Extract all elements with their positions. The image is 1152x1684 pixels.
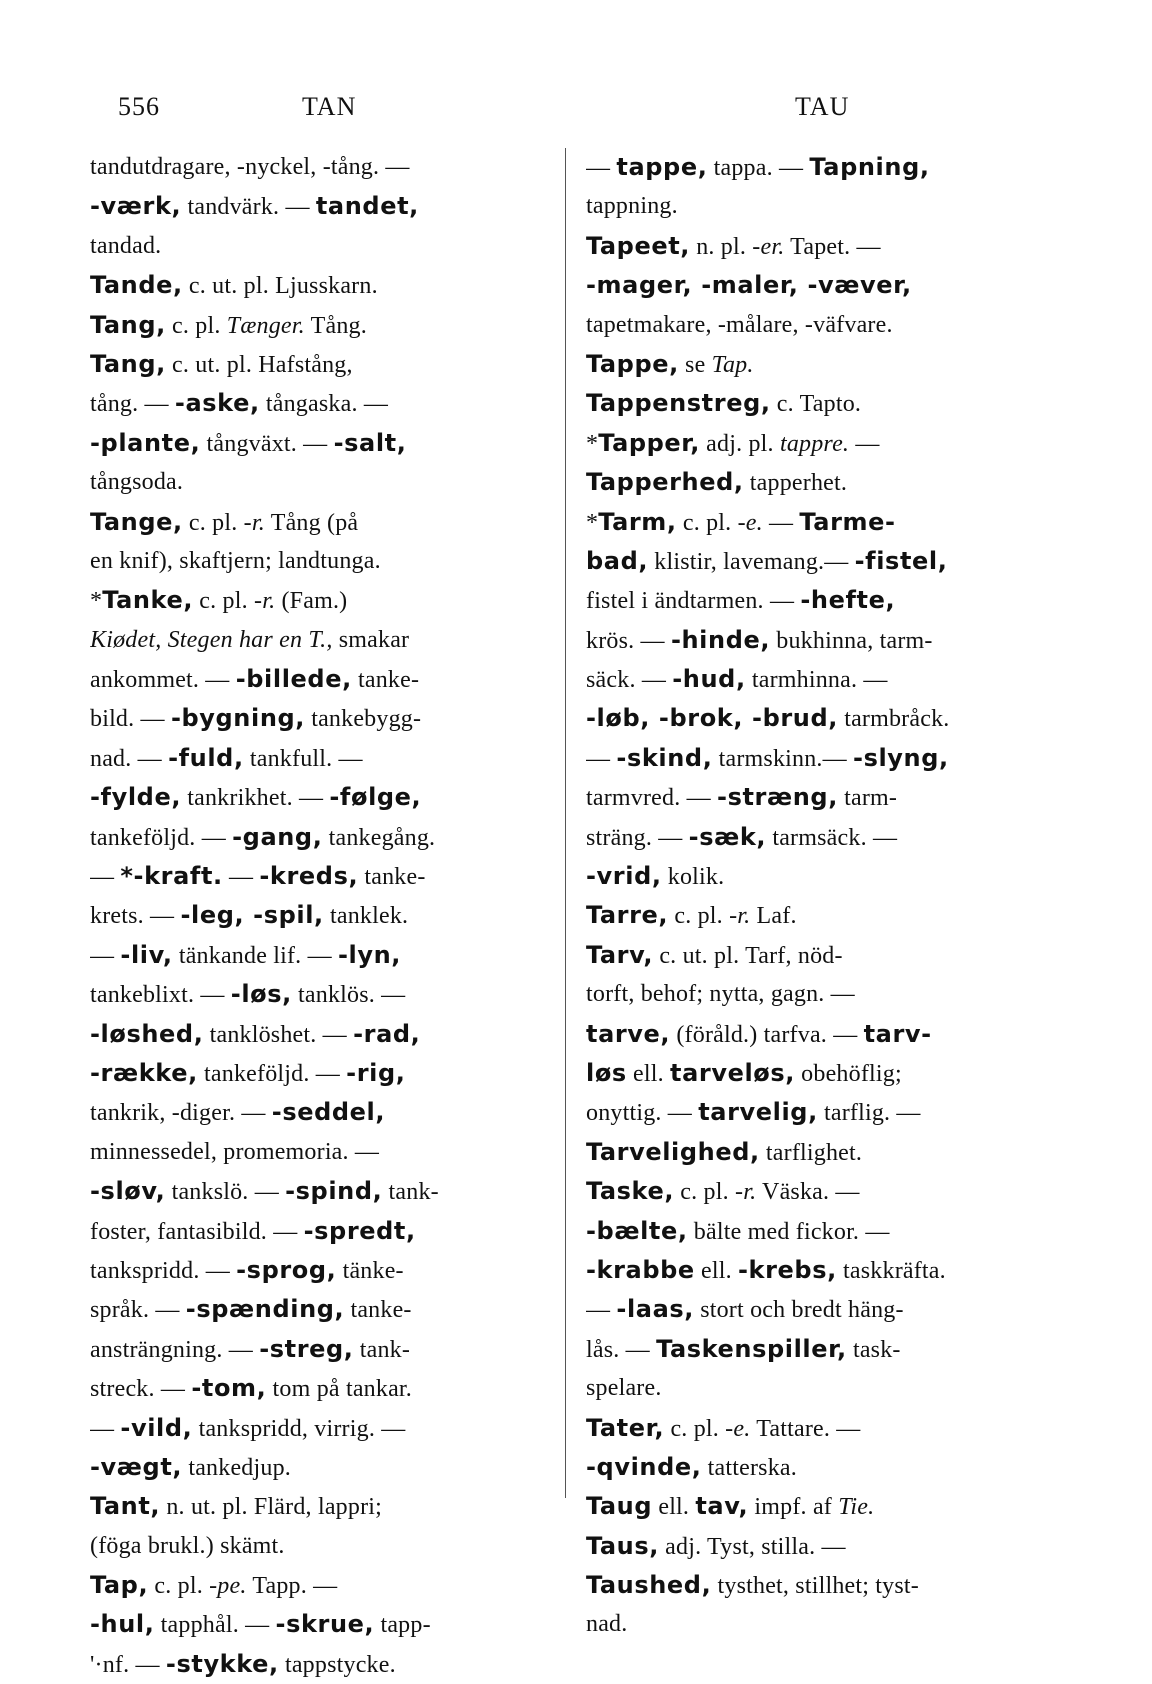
headword: -gang, [232, 822, 323, 851]
dictionary-line [586, 581, 1066, 620]
headword: -leg, -spil, [180, 901, 324, 930]
italic-text: Tænger. [226, 312, 305, 339]
dictionary-line [90, 1054, 550, 1093]
headword: -krebs, [738, 1255, 837, 1284]
dictionary-line [90, 1645, 550, 1684]
entry-text: tandutdragare, -nyckel, -tång. — [90, 154, 410, 180]
entry-text: tapp- [374, 1612, 431, 1639]
headword: -fylde, [90, 783, 182, 812]
entry-text: tatterska. [701, 1454, 797, 1481]
italic-text: -e. [737, 509, 763, 536]
dictionary-line [90, 621, 550, 660]
entry-text: tysthet, stillhet; tyst- [711, 1573, 919, 1600]
headword: -sæk, [688, 822, 767, 851]
right-column [586, 148, 1066, 1645]
entry-text: (föråld.) tarfva. — [670, 1021, 864, 1048]
headword: -skrue, [275, 1610, 375, 1639]
entry-text: obehöflig; [794, 1060, 902, 1087]
right-guide-word: TAU [795, 92, 850, 121]
headword: -tom, [191, 1374, 267, 1403]
headword: tarvelig, [698, 1098, 818, 1127]
dictionary-line [586, 542, 1066, 581]
dictionary-line [586, 975, 1066, 1014]
dictionary-line [586, 227, 1066, 266]
headword: Taug [586, 1492, 653, 1521]
dictionary-line [90, 1487, 550, 1526]
entry-text: tandad. [90, 232, 162, 259]
headword: -skind, [616, 743, 713, 772]
entry-text: tarflig. — [817, 1100, 921, 1127]
entry-text: c. pl. [165, 312, 227, 339]
headword: tappe, [616, 153, 708, 181]
dictionary-line [586, 384, 1066, 423]
dictionary-line [586, 1133, 1066, 1172]
dictionary-line [586, 896, 1066, 935]
headword: -slyng, [853, 743, 949, 772]
column-divider [565, 148, 566, 1498]
entry-text: * [586, 430, 599, 457]
dictionary-line [90, 1133, 550, 1172]
headword: Tarv, [586, 940, 654, 969]
dictionary-line [90, 739, 550, 778]
entry-text: tanke- [358, 864, 426, 891]
headword: Tappenstreg, [586, 389, 771, 418]
entry-text: c. pl. [193, 588, 254, 615]
entry-text: tom på tankar. [266, 1376, 412, 1403]
entry-text: ell. [652, 1494, 696, 1521]
italic-text: -e. [725, 1415, 751, 1442]
headword: -kreds, [259, 862, 359, 891]
headword: tandet, [315, 192, 419, 221]
entry-text: tankegång. [322, 824, 436, 851]
entry-text: tanklek. [323, 903, 409, 930]
entry-text: bälte med fickor. — [687, 1218, 890, 1245]
dictionary-line [586, 699, 1066, 738]
entry-text: tarflighet. [759, 1139, 863, 1166]
entry-text: tanklöshet. — [203, 1021, 354, 1048]
entry-text: impf. af [748, 1494, 839, 1521]
entry-text: ansträngning. — [90, 1336, 260, 1363]
entry-text: — [90, 864, 121, 891]
entry-text: c. Tapto. [770, 391, 862, 418]
dictionary-line [90, 1605, 550, 1644]
entry-text: bild. — [90, 706, 171, 733]
dictionary-line [586, 1369, 1066, 1408]
entry-text: tanklös. — [291, 982, 406, 1009]
dictionary-line [90, 1527, 550, 1566]
headword: Tappe, [586, 349, 679, 378]
dictionary-line [90, 975, 550, 1014]
headword: -fistel, [854, 546, 948, 575]
entry-text: tarmsäck. — [766, 824, 898, 851]
headword: -spind, [285, 1177, 383, 1206]
entry-text: tanke- [344, 1297, 412, 1324]
entry-text: tarmskinn.— [712, 745, 854, 772]
dictionary-line [90, 187, 550, 226]
headword: -streg, [259, 1334, 354, 1363]
headword: -laas, [616, 1295, 694, 1324]
dictionary-line [586, 1015, 1066, 1054]
entry-text: Tång. [304, 312, 367, 339]
entry-text: nad. [586, 1611, 628, 1638]
dictionary-line [586, 1330, 1066, 1369]
entry-text: smakar [332, 626, 410, 653]
headword: Tarme- [799, 507, 896, 536]
dictionary-line [586, 345, 1066, 384]
left-guide-word: TAN [302, 92, 357, 121]
entry-text: tångväxt. — [200, 430, 334, 457]
entry-text: spelare. [586, 1375, 662, 1402]
dictionary-line [90, 818, 550, 857]
entry-text: tank- [353, 1336, 411, 1363]
headword: -aske, [174, 389, 260, 418]
headword: -bygning, [170, 704, 305, 733]
italic-text: Kiødet, Stegen har en T., [90, 626, 333, 653]
entry-text: krets. — [90, 903, 181, 930]
headword: -rig, [346, 1058, 406, 1087]
dictionary-line [90, 306, 550, 345]
entry-text: språk. — [90, 1297, 186, 1324]
dictionary-line [90, 1448, 550, 1487]
entry-text: — [762, 509, 800, 536]
entry-text: n. pl. [690, 233, 753, 260]
headword: Tande, [90, 271, 183, 300]
dictionary-line [586, 1172, 1066, 1211]
entry-text: tankrikhet. — [181, 785, 330, 812]
dictionary-line [90, 424, 550, 463]
dictionary-line [90, 660, 550, 699]
dictionary-line [90, 542, 550, 581]
entry-text: — [586, 1297, 617, 1324]
headword: Taske, [586, 1177, 675, 1206]
headword: -vægt, [90, 1452, 183, 1481]
headword: -stræng, [717, 783, 838, 812]
headword: -vild, [120, 1413, 193, 1442]
entry-text: tapperhet. [743, 470, 848, 497]
entry-text: — [90, 942, 121, 969]
headword: -sprog, [236, 1255, 337, 1284]
headword: Tarre, [586, 901, 669, 930]
entry-text: Tattare. — [750, 1415, 861, 1442]
headword: -værk, [90, 192, 182, 221]
headword: Tap, [90, 1571, 149, 1600]
entry-text: tappning. [586, 193, 678, 220]
dictionary-line [586, 187, 1066, 226]
dictionary-line [586, 778, 1066, 817]
entry-text: taskkräfta. [836, 1257, 946, 1284]
dictionary-line [586, 1527, 1066, 1566]
italic-text: -er. [752, 233, 785, 260]
dictionary-line [90, 463, 550, 502]
entry-text: '·nf. — [90, 1651, 166, 1678]
left-column [90, 148, 550, 1684]
entry-text: tång. — [90, 391, 175, 418]
entry-text: tänkande lif. — [172, 942, 338, 969]
entry-text: tankfull. — [243, 745, 363, 772]
dictionary-line [90, 345, 550, 384]
entry-text: tänke- [336, 1257, 404, 1284]
entry-text: — [222, 864, 260, 891]
entry-text: säck. — [586, 667, 673, 694]
headword: Tapperhed, [586, 468, 744, 497]
dictionary-line [586, 1251, 1066, 1290]
dictionary-line [90, 266, 550, 305]
headword: -hefte, [800, 586, 896, 615]
headword: -krabbe [586, 1255, 695, 1284]
entry-text: n. ut. pl. Flärd, lappri; [160, 1494, 383, 1521]
entry-text: tångsoda. [90, 469, 184, 496]
entry-text: krös. — [586, 627, 671, 654]
dictionary-line [586, 463, 1066, 502]
page-number: 556 [118, 92, 160, 121]
dictionary-line [586, 1290, 1066, 1329]
entry-text: c. pl. [676, 509, 738, 536]
headword: Taskenspiller, [656, 1334, 847, 1363]
headword: -bælte, [586, 1216, 688, 1245]
dictionary-line [586, 503, 1066, 542]
entry-text: streck. — [90, 1376, 192, 1403]
dictionary-line [90, 503, 550, 542]
entry-text: (Fam.) [275, 588, 348, 615]
headword: tav, [695, 1492, 749, 1521]
entry-text: — [586, 155, 617, 181]
entry-text: tapphål. — [154, 1612, 276, 1639]
dictionary-line [90, 1251, 550, 1290]
italic-text: Tap. [711, 351, 754, 378]
entry-text: c. pl. [664, 1415, 726, 1442]
headword: Taus, [586, 1531, 659, 1560]
headword: Tarm, [598, 507, 677, 536]
entry-text: — [90, 1415, 121, 1442]
entry-text: lås. — [586, 1336, 657, 1363]
entry-text: tarmbråck. [838, 706, 950, 733]
headword: Tanke, [102, 586, 194, 615]
dictionary-line [586, 1605, 1066, 1644]
headword: -spredt, [303, 1216, 416, 1245]
entry-text: tankebygg- [305, 706, 422, 733]
entry-text: c. ut. pl. Hafstång, [165, 351, 353, 378]
entry-text: c. pl. [148, 1573, 210, 1600]
dictionary-line [586, 818, 1066, 857]
headword: tarv- [863, 1019, 932, 1048]
entry-text: nad. — [90, 745, 169, 772]
entry-text: stort och bredt häng- [694, 1297, 904, 1324]
entry-text: tankspridd, virrig. — [192, 1415, 406, 1442]
dictionary-line [586, 1093, 1066, 1132]
headword: -spænding, [185, 1295, 345, 1324]
headword: Tater, [586, 1413, 665, 1442]
entry-text: Tång (på [264, 509, 359, 536]
dictionary-line [90, 1566, 550, 1605]
dictionary-line [586, 1409, 1066, 1448]
dictionary-line [586, 1487, 1066, 1526]
headword: løs [586, 1058, 627, 1087]
entry-text: kolik. [661, 864, 725, 891]
headword: -række, [90, 1058, 198, 1087]
page-header [0, 92, 1152, 132]
headword: -mager, -maler, -væver, [586, 271, 912, 300]
entry-text: c. ut. pl. Tarf, nöd- [653, 942, 843, 969]
headword: -hud, [672, 665, 746, 694]
headword: -rad, [353, 1019, 421, 1048]
dictionary-line [90, 581, 550, 620]
dictionary-line [90, 227, 550, 266]
dictionary-line [586, 1448, 1066, 1487]
entry-text: en knif), skaftjern; landtunga. [90, 547, 381, 574]
entry-text: bukhinna, tarm- [770, 627, 933, 654]
headword: Tange, [90, 507, 183, 536]
headword: -løshed, [90, 1019, 204, 1048]
entry-text: tankspridd. — [90, 1257, 237, 1284]
entry-text: fistel i ändtarmen. — [586, 588, 801, 615]
headword: -hul, [90, 1610, 155, 1639]
headword: Tang, [90, 349, 166, 378]
dictionary-line [90, 1212, 550, 1251]
headword: Tapper, [598, 428, 700, 457]
dictionary-line [90, 384, 550, 423]
entry-text: tankedjup. [182, 1454, 291, 1481]
headword: tarve, [586, 1019, 671, 1048]
entry-text: Väska. — [756, 1179, 860, 1206]
headword: Tarvelighed, [586, 1137, 760, 1166]
entry-text: torft, behof; nytta, gagn. — [586, 981, 855, 1008]
headword: -hinde, [670, 625, 771, 654]
entry-text: minnessedel, promemoria. — [90, 1138, 380, 1165]
headword: -sløv, [90, 1177, 166, 1206]
headword: -plante, [90, 428, 201, 457]
dictionary-line [90, 1330, 550, 1369]
entry-text: tanke- [351, 667, 420, 694]
entry-text: c. pl. [182, 509, 244, 536]
entry-text: adj. pl. [699, 430, 780, 457]
entry-text: c. pl. [674, 1179, 735, 1206]
dictionary-line [90, 699, 550, 738]
entry-text: foster, fantasibild. — [90, 1218, 304, 1245]
dictionary-line [90, 1015, 550, 1054]
dictionary-line [90, 1369, 550, 1408]
entry-text: sträng. — [586, 824, 689, 851]
entry-text: Tapet. — [784, 233, 881, 260]
entry-text: tandvärk. — [181, 194, 316, 221]
entry-text: tankslö. — [165, 1179, 286, 1206]
headword: -vrid, [586, 862, 662, 891]
headword: -fuld, [168, 743, 244, 772]
entry-text: tankeföljd. — [90, 824, 233, 851]
dictionary-line [586, 739, 1066, 778]
headword: -billede, [235, 665, 352, 694]
dictionary-line [586, 424, 1066, 463]
dictionary-line [586, 1566, 1066, 1605]
italic-text: -r. [729, 903, 751, 930]
headword: -stykke, [165, 1649, 279, 1678]
headword: -seddel, [271, 1098, 386, 1127]
entry-text: tappa. — [707, 155, 810, 181]
entry-text: (föga brukl.) skämt. [90, 1532, 285, 1559]
dictionary-line [586, 306, 1066, 345]
italic-text: -pe. [209, 1573, 247, 1600]
headword: bad, [586, 546, 649, 575]
entry-text: tank- [382, 1179, 439, 1206]
italic-text: -r. [254, 588, 276, 615]
dictionary-line [90, 148, 550, 187]
headword: Tapning, [809, 153, 930, 181]
dictionary-line [586, 148, 1066, 187]
dictionary-line [90, 936, 550, 975]
entry-text: * [90, 588, 103, 615]
entry-text: tångaska. — [259, 391, 389, 418]
dictionary-line [90, 857, 550, 896]
dictionary-line [586, 1054, 1066, 1093]
entry-text: — [586, 745, 617, 772]
italic-text: Tie. [838, 1494, 875, 1521]
entry-text: Tapp. — [246, 1573, 338, 1600]
headword: -qvinde, [586, 1452, 702, 1481]
entry-text: ell. [626, 1060, 671, 1087]
dictionary-line [586, 660, 1066, 699]
entry-text: tarm- [837, 785, 898, 812]
entry-text: task- [846, 1336, 901, 1363]
entry-text: tapetmakare, -målare, -väfvare. [586, 311, 893, 338]
entry-text: ell. [694, 1257, 738, 1284]
entry-text: tankrik, -diger. — [90, 1100, 272, 1127]
dictionary-line [90, 1172, 550, 1211]
entry-text: onyttig. — [586, 1100, 699, 1127]
italic-text: -r. [243, 509, 265, 536]
entry-text: Laf. [750, 903, 797, 930]
headword: *-kraft. [120, 862, 223, 891]
dictionary-line [90, 1409, 550, 1448]
entry-text: c. ut. pl. Ljusskarn. [182, 273, 378, 300]
entry-text: tankeföljd. — [197, 1060, 347, 1087]
entry-text: tappstycke. [278, 1651, 396, 1678]
dictionary-line [586, 857, 1066, 896]
entry-text: adj. Tyst, stilla. — [658, 1533, 846, 1560]
dictionary-line [90, 778, 550, 817]
headword: tarveløs, [670, 1058, 795, 1087]
entry-text: — [849, 430, 880, 457]
entry-text: tarmhinna. — [745, 667, 888, 694]
headword: Taushed, [586, 1571, 712, 1600]
dictionary-line [90, 896, 550, 935]
headword: -følge, [329, 783, 422, 812]
headword: Tapeet, [586, 231, 690, 260]
headword: -løs, [230, 980, 292, 1009]
headword: -lyn, [337, 940, 402, 969]
entry-text: klistir, lavemang.— [648, 548, 855, 575]
dictionary-line [586, 621, 1066, 660]
entry-text: * [586, 509, 599, 536]
entry-text: se [678, 351, 712, 378]
entry-text: ankommet. — [90, 667, 236, 694]
italic-text: tappre. [779, 430, 850, 457]
headword: -løb, -brok, -brud, [586, 704, 838, 733]
italic-text: -r. [735, 1179, 757, 1206]
entry-text: c. pl. [668, 903, 730, 930]
dictionary-line [90, 1093, 550, 1132]
entry-text: tarmvred. — [586, 785, 718, 812]
headword: -salt, [333, 428, 407, 457]
headword: Tant, [90, 1492, 161, 1521]
entry-text: tankeblixt. — [90, 982, 231, 1009]
dictionary-line [90, 1290, 550, 1329]
headword: -liv, [120, 940, 173, 969]
headword: Tang, [90, 310, 166, 339]
dictionary-line [586, 266, 1066, 305]
dictionary-line [586, 936, 1066, 975]
dictionary-line [586, 1212, 1066, 1251]
